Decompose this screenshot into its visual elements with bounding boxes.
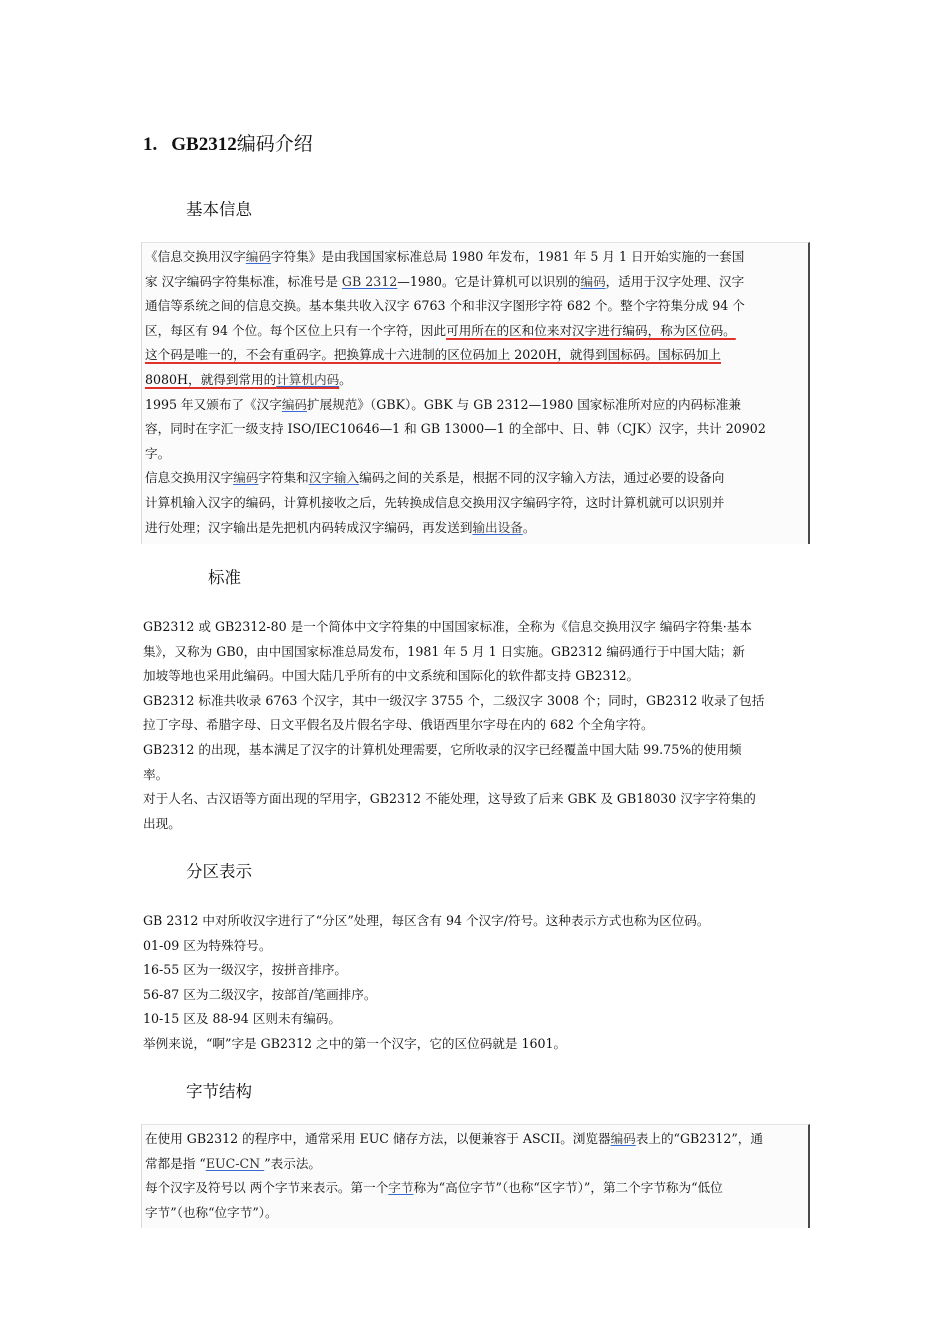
paragraph-line: 对于人名、古汉语等方面出现的罕用字，GB2312 不能处理，这导致了后来 GBK 及 GB18030 汉字字符集的 [143, 791, 756, 807]
link-encoding[interactable]: 编码 [233, 470, 259, 486]
text-run: 常都是指 “ [145, 1155, 206, 1171]
paragraph-line: 字。 [145, 445, 171, 461]
link-gb2312[interactable]: GB 2312 [341, 273, 398, 289]
link-encoding[interactable]: 编码 [580, 273, 606, 289]
paragraph-line: 56-87 区为二级汉字，按部首/笔画排序。 [143, 986, 377, 1002]
paragraph-line: 加坡等地也采用此编码。中国大陆几乎所有的中文系统和国际化的软件都支持 GB2312。 [143, 668, 640, 684]
paragraph-line: 通信等系统之间的信息交换。基本集共收入汉字 6763 个和非汉字图形字符 682 个。整个字符集分成 94 个 [145, 298, 745, 314]
paragraph-line: 16-55 区为一级汉字，按拼音排序。 [143, 962, 348, 978]
paragraph-line [145, 270, 802, 295]
paragraph-line: 10-15 区及 88-94 区则未有编码。 [143, 1011, 341, 1027]
paragraph-line [145, 1176, 802, 1201]
text-run: 信息交换用汉字 [145, 470, 234, 486]
text-run: 区，每区有 94 个位。每个区位上只有一个字符，因此 [145, 322, 447, 338]
paragraph-line: 举例来说，“啊”字是 GB2312 之中的第一个汉字，它的区位码就是 1601。 [143, 1035, 567, 1051]
text-run: ”表示法。 [264, 1155, 322, 1171]
paragraph-line: 01-09 区为特殊符号。 [143, 937, 272, 953]
text-run: 在使用 GB2312 的程序中，通常采用 EUC 储存方法，以便兼容于 ASCII。浏览器 [145, 1131, 611, 1146]
heading-text: 编码介绍 [236, 133, 313, 155]
zones-text [143, 909, 809, 1057]
link-chinese-input[interactable]: 汉字输入 [308, 470, 360, 486]
text-run: 字符集》是由我国国家标准总局 1980 年发布，1981 年 5 月 1 日开始实施的一套国 [270, 249, 745, 264]
text-run: 编码之间的关系是，根据不同的汉字输入方法，通过必要的设备向 [359, 470, 725, 486]
link-computer-internal-code[interactable]: 计算机内码 [276, 371, 340, 387]
paragraph-line [145, 393, 802, 418]
paragraph-line [145, 1152, 802, 1177]
text-run: 字符集和 [258, 470, 309, 486]
paragraph-line: 集》，又称为 GB0，由中国国家标准总局发布，1981 年 5 月 1 日实施。GB2312 编码通行于中国大陆；新 [143, 643, 745, 659]
basic-info-box [141, 242, 810, 544]
text-run: 每个汉字及符号以 两个字节来表示。第一个 [145, 1180, 389, 1196]
red-underlined-text: 可用所在的区和位来对汉字进行编码，称为区位码。 [446, 322, 736, 338]
text-run: —1980。它是计算机可以识别的 [397, 273, 581, 289]
heading-number: 1. [143, 134, 158, 155]
link-encoding[interactable]: 编码 [245, 249, 271, 264]
red-underlined-text [145, 372, 339, 387]
link-encoding[interactable]: 编码 [281, 396, 307, 412]
paragraph-line [145, 1127, 802, 1152]
paragraph-line: GB 2312 中对所收汉字进行了“分区”处理，每区含有 94 个汉字/符号。这种表示方式也称为区位码。 [143, 913, 710, 928]
paragraph-line: 容，同时在字汇一级支持 ISO/IEC10646—1 和 GB 13000—1 的全部中、日、韩（CJK）汉字，共计 20902 [145, 421, 766, 437]
byte-structure-box [141, 1124, 810, 1228]
paragraph-line: 率。 [143, 766, 169, 782]
standard-text [143, 615, 809, 836]
paragraph-line: GB2312 标准共收录 6763 个汉字，其中一级汉字 3755 个，二级汉字 3008 个；同时，GB2312 收录了包括 [143, 692, 765, 708]
text-run: ，适用于汉字处理、汉字 [605, 273, 745, 289]
paragraph-line: 拉丁字母、希腊字母、日文平假名及片假名字母、俄语西里尔字母在内的 682 个全角字符。 [143, 717, 654, 733]
section-heading-basic-info: 基本信息 [186, 200, 252, 219]
paragraph-line [145, 343, 802, 368]
paragraph-line [145, 368, 802, 393]
text-run: 《信息交换用汉字 [145, 249, 246, 264]
paragraph-line: GB2312 的出现，基本满足了汉字的计算机处理需要，它所收录的汉字已经覆盖中国大陆 99.75%的使用频 [143, 741, 742, 757]
text-run: 1995 年又颁布了《汉字 [145, 396, 282, 412]
red-underlined-text: 这个码是唯一的，不会有重码字。把换算成十六进制的区位码加上 2020H，就得到国标码。国标码加上 [145, 347, 721, 363]
paragraph-line: 出现。 [143, 815, 181, 831]
link-encoding[interactable]: 编码 [610, 1131, 636, 1146]
paragraph-line: GB2312 或 GB2312-80 是一个简体中文字符集的中国国家标准，全称为《信息交换用汉字 编码字符集·基本 [143, 619, 752, 634]
text-run: 家 汉字编码字符集标准，标准号是 [145, 273, 342, 289]
section-heading-bytes: 字节结构 [186, 1082, 252, 1101]
text-run: 称为“高位字节”（也称“区字节）”，第二个字节称为“低位 [413, 1180, 723, 1196]
link-output-device[interactable]: 输出设备 [472, 519, 523, 535]
link-byte[interactable]: 字节 [388, 1180, 414, 1196]
text-run: 8080H，就得到常用的 [145, 371, 277, 387]
link-euc-cn[interactable]: EUC-CN [205, 1155, 265, 1171]
paragraph-line [145, 516, 802, 541]
paragraph-line [145, 319, 802, 344]
text-run: 进行处理；汉字输出是先把机内码转成汉字编码，再发送到 [145, 519, 473, 535]
heading-code: GB2312 [171, 134, 237, 155]
text-run: 。 [339, 371, 352, 387]
text-run: 扩展规范》（GBK）。GBK 与 GB 2312—1980 国家标准所对应的内码标准兼 [307, 396, 741, 412]
section-heading-standard: 标准 [208, 568, 241, 587]
paragraph-line: 字节”（也称“位字节”）。 [145, 1204, 278, 1220]
page-title [143, 130, 313, 159]
paragraph-line [145, 466, 802, 491]
text-run: 。 [522, 519, 536, 535]
text-run: 表上的“GB2312”，通 [635, 1131, 763, 1146]
section-heading-zones: 分区表示 [186, 862, 252, 881]
paragraph-line: 计算机输入汉字的编码，计算机接收之后，先转换成信息交换用汉字编码字符，这时计算机就可以识别并 [145, 494, 725, 510]
paragraph-line [145, 245, 802, 270]
